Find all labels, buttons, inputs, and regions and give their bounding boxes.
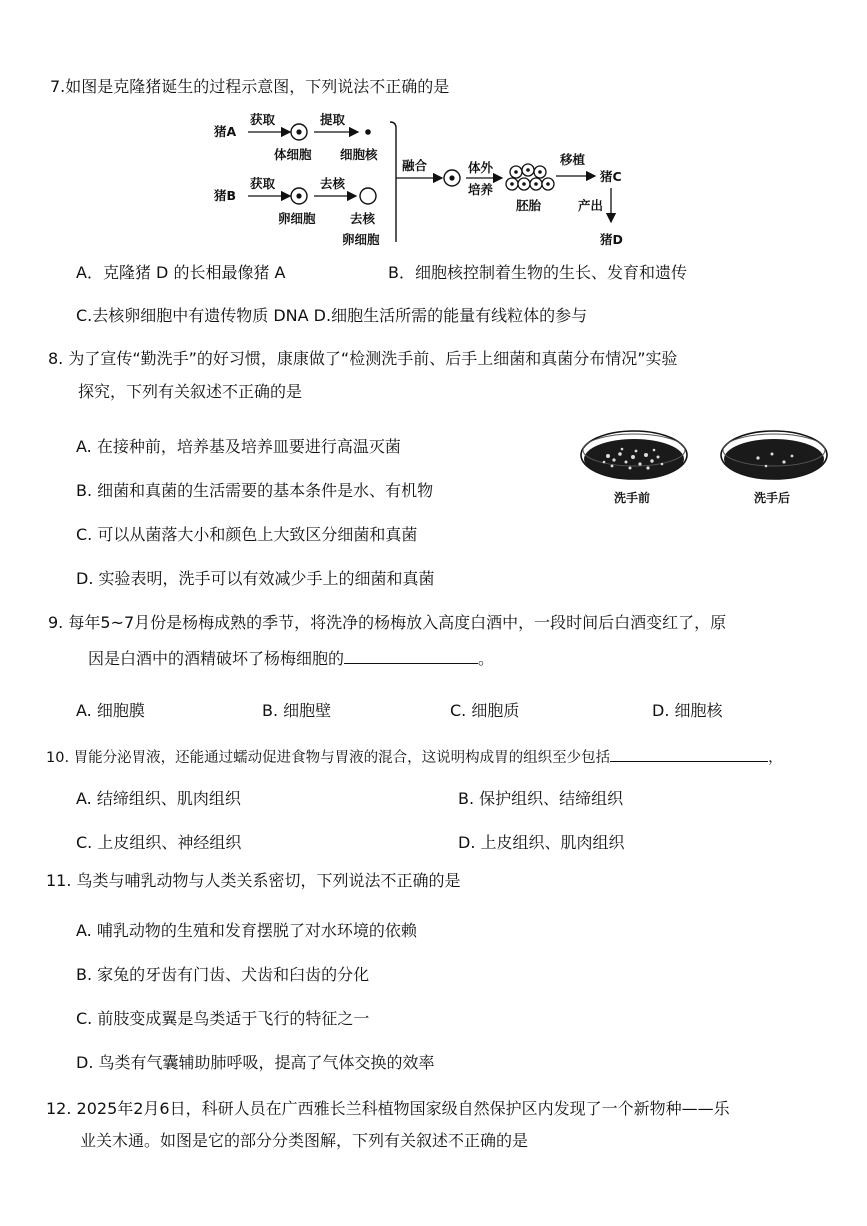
extract-label: 提取 <box>320 112 346 127</box>
q11-option-d[interactable]: D. 鸟类有气囊辅助肺呼吸，提高了气体交换的效率 <box>76 1053 435 1072</box>
q8-stem-line1: 8. 为了宣传“勤洗手”的好习惯，康康做了“检测洗手前、后手上细菌和真菌分布情况”实验 <box>48 349 678 368</box>
q10-answer-blank[interactable] <box>610 745 768 762</box>
q9-answer-blank[interactable] <box>344 647 478 664</box>
q7-option-a[interactable]: A．克隆猪 D 的长相最像猪 A <box>76 263 286 282</box>
q9-stem-line2 <box>88 647 494 669</box>
cloning-diagram <box>210 108 650 250</box>
culture-label-2: 培养 <box>468 182 494 197</box>
q12-stem-line2: 业关木通。如图是它的部分分类图解，下列有关叙述不正确的是 <box>80 1131 529 1150</box>
q10-stem-text: 10. 胃能分泌胃液，还能通过蠕动促进食物与胃液的混合，这说明构成胃的组织至少包括 <box>46 750 611 766</box>
q10-option-b[interactable]: B. 保护组织、结缔组织 <box>458 789 624 808</box>
enucleated-egg-icon <box>360 188 376 204</box>
pig-c-label: 猪C <box>600 169 622 184</box>
q11-option-a[interactable]: A. 哺乳动物的生殖和发育摆脱了对水环境的依赖 <box>76 921 417 940</box>
q8-option-c[interactable]: C. 可以从菌落大小和颜色上大致区分细菌和真菌 <box>76 525 418 544</box>
enucleate-label: 去核 <box>320 176 346 191</box>
pig-d-label: 猪D <box>600 232 623 247</box>
q7-options-cd[interactable]: C.去核卵细胞中有遗传物质 DNA D.细胞生活所需的能量有线粒体的参与 <box>76 306 588 325</box>
q8-option-d[interactable]: D. 实验表明，洗手可以有效减少手上的细菌和真菌 <box>76 569 435 588</box>
egg-cell-label: 卵细胞 <box>278 211 316 226</box>
nucleus-icon <box>365 129 371 135</box>
embryo-label: 胚胎 <box>516 198 542 213</box>
q8-option-a[interactable]: A. 在接种前，培养基及培养皿要进行高温灭菌 <box>76 437 401 456</box>
q11-option-b[interactable]: B. 家兔的牙齿有门齿、犬齿和臼齿的分化 <box>76 965 370 984</box>
culture-label-1: 体外 <box>468 160 494 175</box>
before-label: 洗手前 <box>614 491 651 505</box>
q9-option-d[interactable]: D. 细胞核 <box>652 701 723 720</box>
q10-option-c[interactable]: C. 上皮组织、神经组织 <box>76 833 242 852</box>
fuse-label: 融合 <box>402 158 428 173</box>
enucleated-egg-label-2: 卵细胞 <box>342 232 380 247</box>
q10-option-d[interactable]: D. 上皮组织、肌肉组织 <box>458 833 625 852</box>
get-a-label: 获取 <box>250 112 276 127</box>
q7-stem: 7.如图是克隆猪诞生的过程示意图，下列说法不正确的是 <box>50 77 450 96</box>
q8-stem-line2: 探究，下列有关叙述不正确的是 <box>78 382 303 401</box>
q7-option-b[interactable]: B．细胞核控制着生物的生长、发育和遗传 <box>388 263 687 282</box>
pig-b-label: 猪B <box>214 188 237 203</box>
somatic-cell-label: 体细胞 <box>274 147 312 162</box>
embryo-icon <box>506 164 554 190</box>
q12-stem-line1: 12. 2025年2月6日，科研人员在广西雅长兰科植物国家级自然保护区内发现了一个新物种——乐 <box>46 1099 730 1118</box>
q9-option-a[interactable]: A. 细胞膜 <box>76 701 145 720</box>
petri-dishes-figure <box>578 424 834 510</box>
transplant-label: 移植 <box>560 152 586 167</box>
get-b-label: 获取 <box>250 176 276 191</box>
q9-stem-line1: 9. 每年5~7月份是杨梅成熟的季节，将洗净的杨梅放入高度白酒中，一段时间后白酒变红了，原 <box>48 613 727 632</box>
q9-option-c[interactable]: C. 细胞质 <box>450 701 520 720</box>
q9-option-b[interactable]: B. 细胞壁 <box>262 701 332 720</box>
q11-option-c[interactable]: C. 前肢变成翼是鸟类适于飞行的特征之一 <box>76 1009 370 1028</box>
q11-stem: 11. 鸟类与哺乳动物与人类关系密切，下列说法不正确的是 <box>46 871 461 890</box>
q10-option-a[interactable]: A. 结缔组织、肌肉组织 <box>76 789 241 808</box>
enucleated-egg-label-1: 去核 <box>350 211 376 226</box>
q10-stem-row <box>46 745 783 768</box>
birth-label: 产出 <box>578 198 604 213</box>
q9-stem-end: 。 <box>478 649 495 668</box>
after-label: 洗手后 <box>754 491 791 505</box>
q8-option-b[interactable]: B. 细菌和真菌的生活需要的基本条件是水、有机物 <box>76 481 434 500</box>
petri-dish-after <box>721 431 827 505</box>
petri-dish-before <box>581 431 687 505</box>
nucleus-label: 细胞核 <box>340 147 378 162</box>
q9-stem-text: 因是白酒中的酒精破坏了杨梅细胞的 <box>88 649 345 668</box>
q10-stem-end: ， <box>768 750 783 766</box>
pig-a-label: 猪A <box>214 124 237 139</box>
